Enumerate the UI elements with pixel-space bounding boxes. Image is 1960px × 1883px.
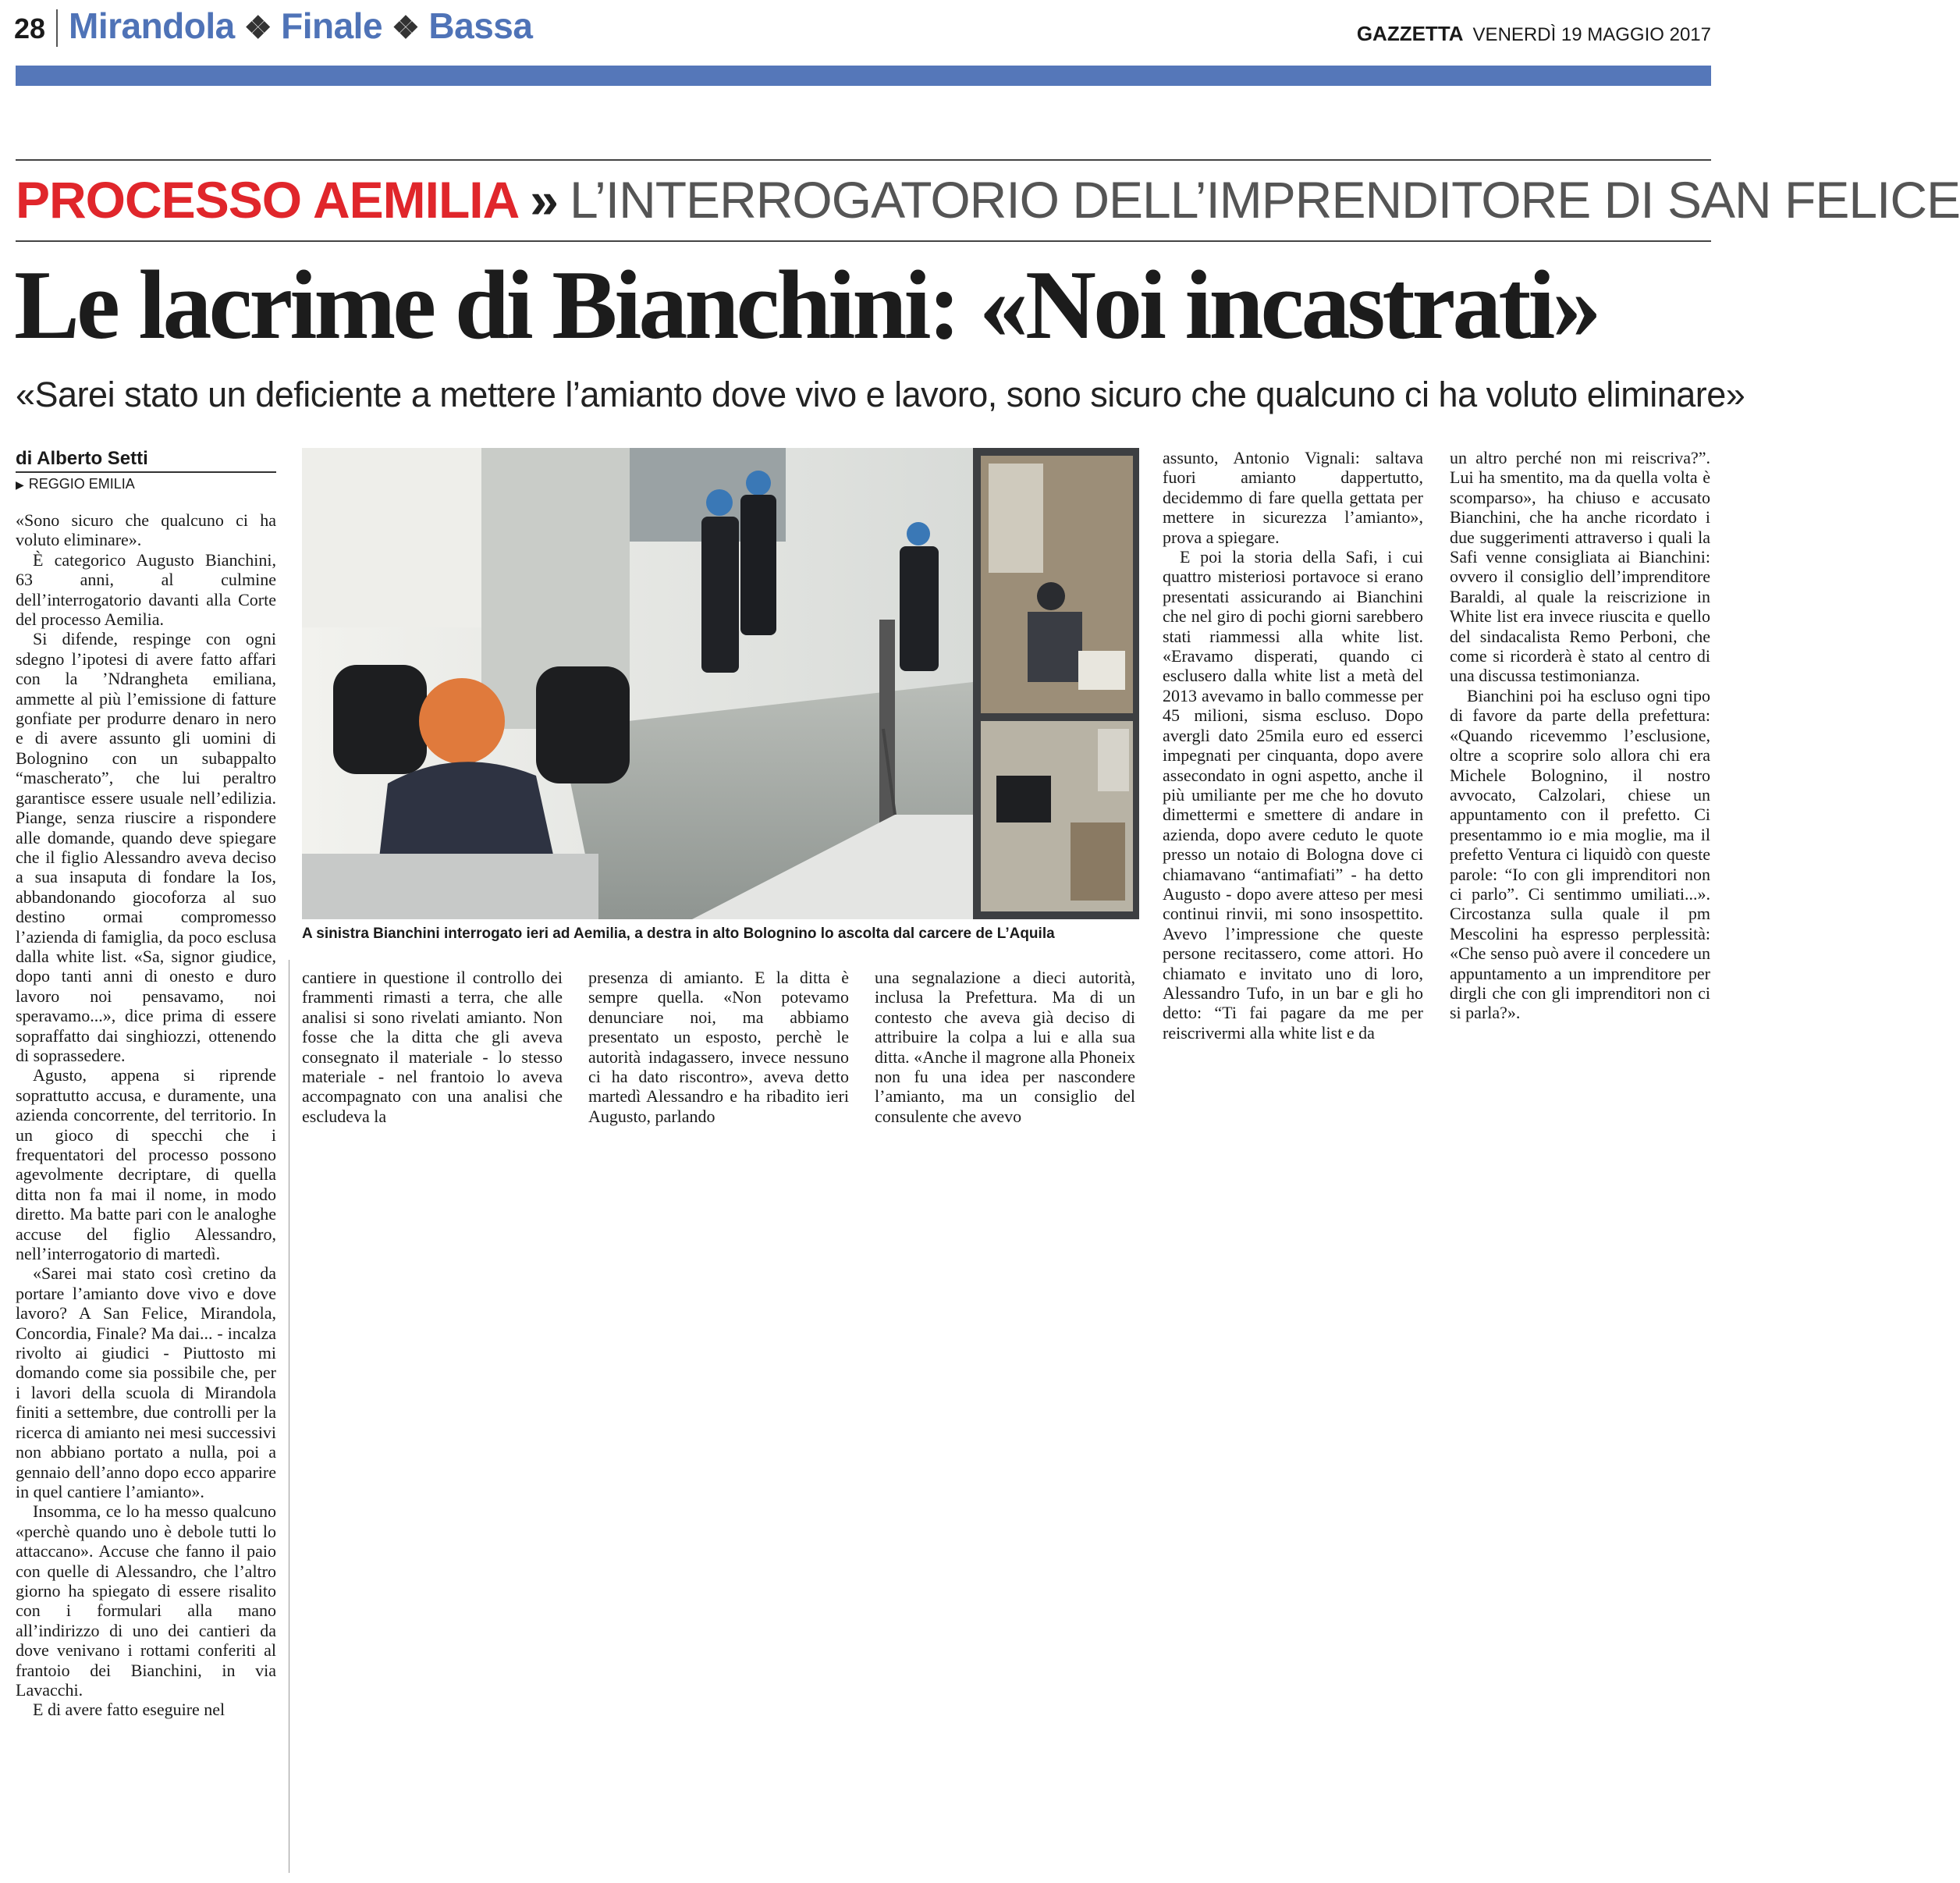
article-column-2 — [302, 968, 563, 1126]
courtroom-photo-illustration — [302, 448, 1139, 919]
article-photo — [302, 448, 1139, 919]
byline-rule — [16, 471, 276, 473]
section-bassa: Bassa — [428, 5, 533, 46]
kicker — [16, 170, 1960, 234]
paragraph: cantiere in questione il controllo dei frammenti rimasti a terra, che alle analisi si sono rivelati amianto. Non fosse che la ditta che gli aveva consegnato il materiale - lo stesso materiale - nel frantoio lo aveva accompagnato con una analisi che escludeva la — [302, 968, 563, 1126]
section-finale: Finale — [281, 5, 383, 46]
header-separator — [56, 9, 58, 47]
paragraph: E poi la storia della Safi, i cui quattro misteriosi portavoce si erano presentati assicurando ai Bianchini che nel giro di pochi giorni sarebbero stati riammessi alla white list. «Eravamo disperati, quando ci esclusero dalla white list a metà del 2013 avevamo in ballo commesse per 45 milioni, sisma escluso. Dopo avergli dato 25mila euro ed esserci impegnati per cinquanta, dopo avere assecondato in ogni aspetto, anche il più umiliante per me che ho dovuto dimettermi e smettere di andare in azienda, dopo avere ceduto le quote presso un notaio di Bologna dove ci chiamavano “antimafiati” - ha detto Augusto - dopo avere atteso per mesi continui rinvii, mi sono insospettito. Avevo l’impressione che queste persone recitassero, come attori. Ho chiamato e invitato uno di loro, Alessandro Tufo, in un bar e gli ho detto: “Ti fai pagare da me per reiscrivermi alla white list e da — [1163, 547, 1423, 1043]
paragraph: Insomma, ce lo ha messo qualcuno «perchè quando uno è debole tutti lo attaccano». Accuse che fanno il paio con quelle di Alessandro, che l’altro giorno ha spiegato di essere risalito con i formulari alla mano all’indirizzo di uno dei cantieri da dove venivano i rottami conferiti al frantoio dei Bianchini, in via Lavacchi. — [16, 1501, 276, 1700]
kicker-subtitle: L’INTERROGATORIO DELL’IMPRENDITORE DI SAN FELICE — [570, 171, 1960, 229]
article-column-6 — [1450, 448, 1710, 1023]
kicker-bottom-rule — [16, 240, 1711, 242]
header-color-bar — [16, 66, 1711, 86]
paragraph: E di avere fatto eseguire nel — [33, 1700, 225, 1720]
headline: Le lacrime di Bianchini: «Noi incastrati» — [14, 251, 1599, 360]
newspaper-name: GAZZETTA — [1356, 22, 1464, 45]
page-number: 28 — [14, 12, 46, 44]
diamond-icon: ❖ — [243, 11, 272, 45]
dateline-text: REGGIO EMILIA — [28, 476, 135, 492]
kicker-topic: PROCESSO AEMILIA — [16, 171, 520, 229]
paragraph: «Sarei mai stato così cretino da portare l’amianto dove vivo e dove lavoro? A San Felice, Mirandola, Concordia, Finale? Ma dai... - incalza rivolto ai giudici - Piuttosto mi domando come sia possibile che, per i lavori della scuola di Mirandola finiti a settembre, due controlli per la ricerca di amianto nei mesi successivi non abbiano portato a nulla, poi a gennaio dell’anno dopo ecco apparire in quel cantiere l’amianto». — [16, 1263, 276, 1501]
paragraph: presenza di amianto. E la ditta è sempre quella. «Non potevamo denunciare noi, ma abbiamo presentato un esposto, perchè le autorità indagassero, invece nessuno ci ha dato riscontro», aveva detto martedì Alessandro e ha ribadito ieri Augusto, parlando — [588, 968, 849, 1126]
issue-date: VENERDÌ 19 MAGGIO 2017 — [1472, 24, 1711, 45]
paragraph: Si difende, respinge con ogni sdegno l’ipotesi di avere fatto affari con la ’Ndrangheta emiliana, ammette al più l’emissione di fatture gonfiate per produrre denaro in nero e di avere assunto gli uomini di Bolognino con un subappalto “mascherato”, che lui peraltro garantisce essere usuale nell’edilizia. Piange, senza riuscire a rispondere alle domande, quando deve spiegare che il figlio Alessandro aveva deciso a sua insaputa di fondare la Ios, abbandonando giocoforza al suo destino ormai compromesso l’azienda di famiglia, da poco esclusa dalla white list. «Sa, signor giudice, dopo tanti anni di onesto e duro lavoro noi pensavamo, noi speravamo...», dice prima di essere sopraffatto dai singhiozzi, ottenendo di soprassedere. — [16, 629, 276, 1065]
paragraph: una segnalazione a dieci autorità, inclusa la Prefettura. Ma di un contesto che aveva già deciso di attribuire la colpa a lui e alla sua ditta. «Anche il magrone alla Phoneix non fu una idea per nascondere l’amianto, ma un consiglio del consulente che avevo — [875, 968, 1135, 1126]
paragraph: Agusto, appena si riprende soprattutto accusa, e duramente, una azienda concorrente, del territorio. In un gioco di specchi che i frequentatori del processo possono agevolmente decriptare, di quella ditta non fa mai il nome, in modo diretto. Ma batte pari con le analoghe accuse del figlio Alessandro, nell’interrogatorio di martedì. — [16, 1065, 276, 1264]
dateline — [16, 476, 135, 492]
section-mirandola: Mirandola — [69, 5, 235, 46]
article-column-4 — [875, 968, 1135, 1126]
triangle-icon: ▶ — [16, 478, 24, 491]
photo-caption: A sinistra Bianchini interrogato ieri ad Aemilia, a destra in alto Bolognino lo ascolta dal carcere de L’Aquila — [302, 926, 1055, 942]
paragraph: un altro perché non mi reiscriva?”. Lui ha smentito, ma da quella volta è scomparso», ha chiuso e accusato Bianchini, che ha anche ricordato i due suggerimenti attraverso i quali la Safi venne consigliata ai Bianchini: ovvero il consiglio dell’imprenditore Baraldi, al quale la reiscrizione in White list era invece riuscita e quello del sindacalista Remo Perboni, che come si ricorderà è stato al centro di una discussa testimonianza. — [1450, 448, 1710, 686]
subheadline: «Sarei stato un deficiente a mettere l’amianto dove vivo e lavoro, sono sicuro che qualcuno ci ha voluto eliminare» — [16, 375, 1745, 414]
article-column-1 — [16, 510, 276, 1720]
chevron-icon: » — [530, 171, 559, 229]
masthead — [1357, 22, 1711, 46]
kicker-top-rule — [16, 159, 1711, 161]
paragraph: È categorico Augusto Bianchini, 63 anni, al culmine dell’interrogatorio davanti alla Corte del processo Aemilia. — [16, 549, 276, 630]
article-column-3 — [588, 968, 849, 1126]
byline: di Alberto Setti — [16, 448, 148, 469]
diamond-icon: ❖ — [392, 11, 420, 45]
paragraph: «Sono sicuro che qualcuno ci ha voluto eliminare». — [16, 510, 276, 550]
article-column-5 — [1163, 448, 1423, 1043]
paragraph: assunto, Antonio Vignali: saltava fuori amianto dappertutto, decidemmo di fare quella gettata per mettere in sicurezza l’amianto», prova a spiegare. — [1163, 448, 1423, 547]
section-labels — [69, 5, 532, 47]
paragraph: Bianchini poi ha escluso ogni tipo di favore da parte della prefettura: «Quando ricevemmo l’esclusione, oltre a scoprire solo allora chi era Michele Bolognino, il nostro avvocato, Calzolari, chiese un appuntamento con il prefetto. Ci presentammo io e mia moglie, ma il prefetto Ventura ci liquidò con queste parole: “Io con gli imprenditori non ci parlo”. Ci sentimmo umiliati...». Circostanza sulla quale il pm Mescolini ha espresso perplessità: «Che senso può avere il concedere un appuntamento a un imprenditore per dirgli che con gli imprenditori non ci si parla?». — [1450, 685, 1710, 1023]
